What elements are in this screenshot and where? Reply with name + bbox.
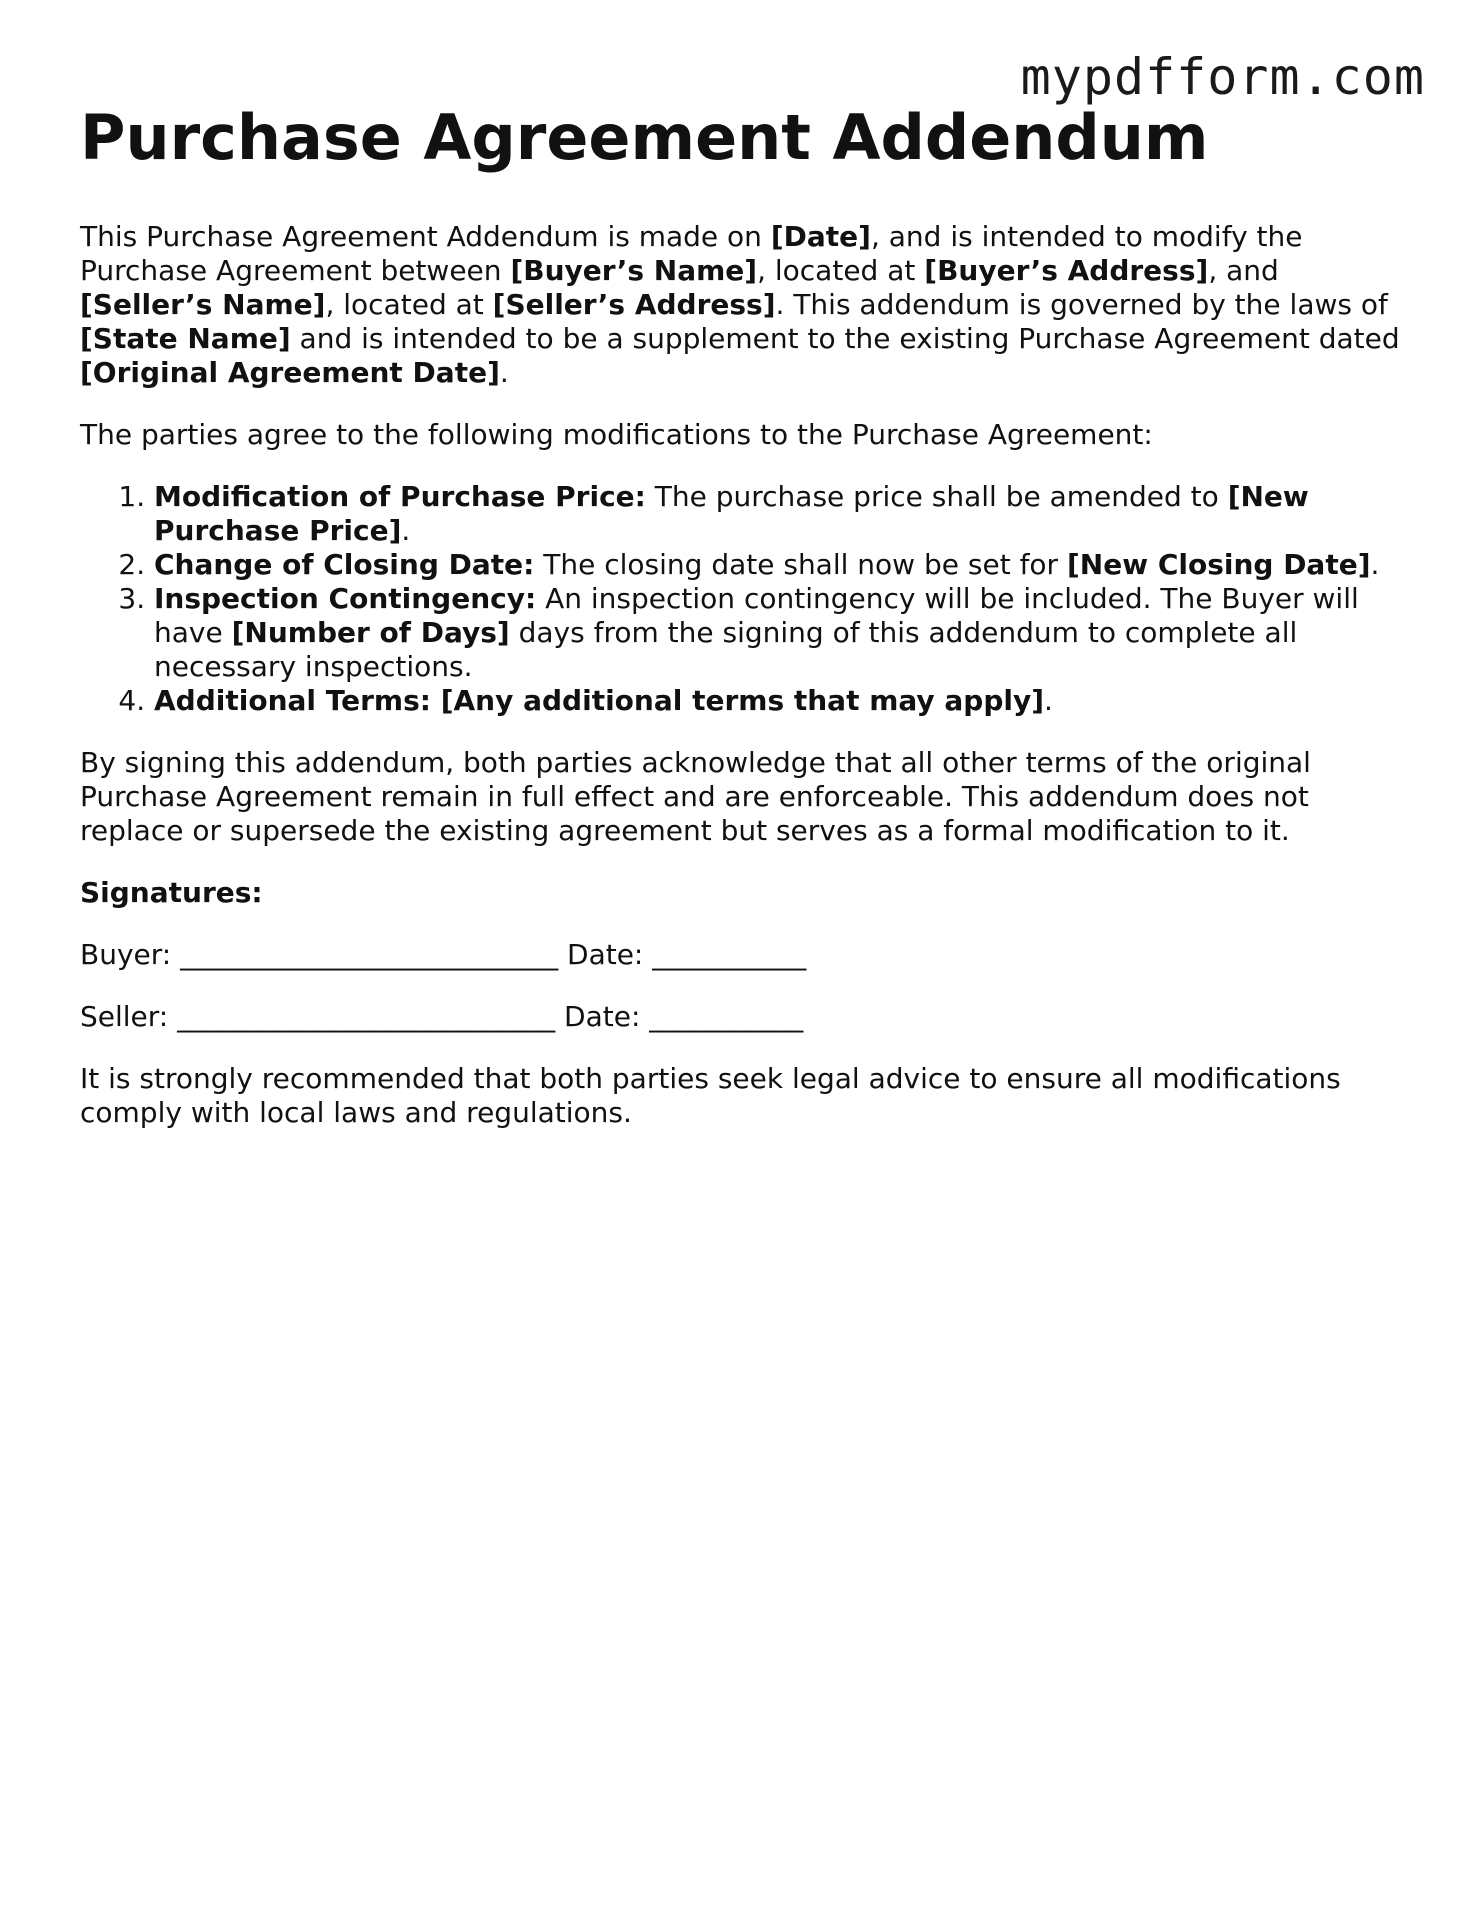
seller-signature-line: Seller: ___________________________ Date: ___________ — [80, 1000, 804, 1033]
list-item: 4. Additional Terms: [Any additional terms that may apply]. — [154, 684, 1410, 718]
advice-paragraph: It is strongly recommended that both parties seek legal advice to ensure all modifications comply with local laws and regulations. — [80, 1062, 1341, 1129]
list-item: 1. Modification of Purchase Price: The purchase price shall be amended to [New Purchase Price]. — [154, 480, 1410, 548]
buyer-address-placeholder: [Buyer’s Address] — [924, 254, 1209, 287]
parties-agree-paragraph: The parties agree to the following modifications to the Purchase Agreement: — [80, 418, 1153, 451]
buyer-name-placeholder: [Buyer’s Name] — [510, 254, 758, 287]
acknowledge-paragraph: By signing this addendum, both parties acknowledge that all other terms of the original Purchase Agreement remain in full effect and are enforceable. This addendum does not replace or supersede the existing agreement but serves as a formal modification to it. — [80, 746, 1311, 847]
original-date-placeholder: [Original Agreement Date] — [80, 356, 500, 389]
state-name-placeholder: [State Name] — [80, 322, 291, 355]
seller-address-placeholder: [Seller’s Address] — [492, 288, 776, 321]
seller-name-placeholder: [Seller’s Name] — [80, 288, 326, 321]
intro-paragraph: This Purchase Agreement Addendum is made on [Date], and is intended to modify the Purchase Agreement between [Buyer’s Name], located at [Buyer’s Address], and [Seller’s Name], located at [Seller’s Address]. This addendum is governed by the laws of [State Name] and is intended to be a supplement to the existing Purchase Agreement dated [Original Agreement Date]. — [80, 220, 1400, 389]
buyer-signature-line: Buyer: ___________________________ Date: ___________ — [80, 938, 807, 971]
document — [80, 100, 1410, 1158]
page-title: Purchase Agreement Addendum — [80, 101, 1209, 174]
date-placeholder: [Date] — [770, 220, 871, 253]
list-item: 3. Inspection Contingency: An inspection contingency will be included. The Buyer will have [Number of Days] days from the signing of this addendum to complete all necessary inspections. — [154, 582, 1410, 684]
watermark: mypdfform.com — [1020, 48, 1425, 106]
list-item: 2. Change of Closing Date: The closing date shall now be set for [New Closing Date]. — [154, 548, 1410, 582]
signatures-heading: Signatures: — [80, 876, 263, 909]
modifications-list — [80, 480, 1410, 718]
